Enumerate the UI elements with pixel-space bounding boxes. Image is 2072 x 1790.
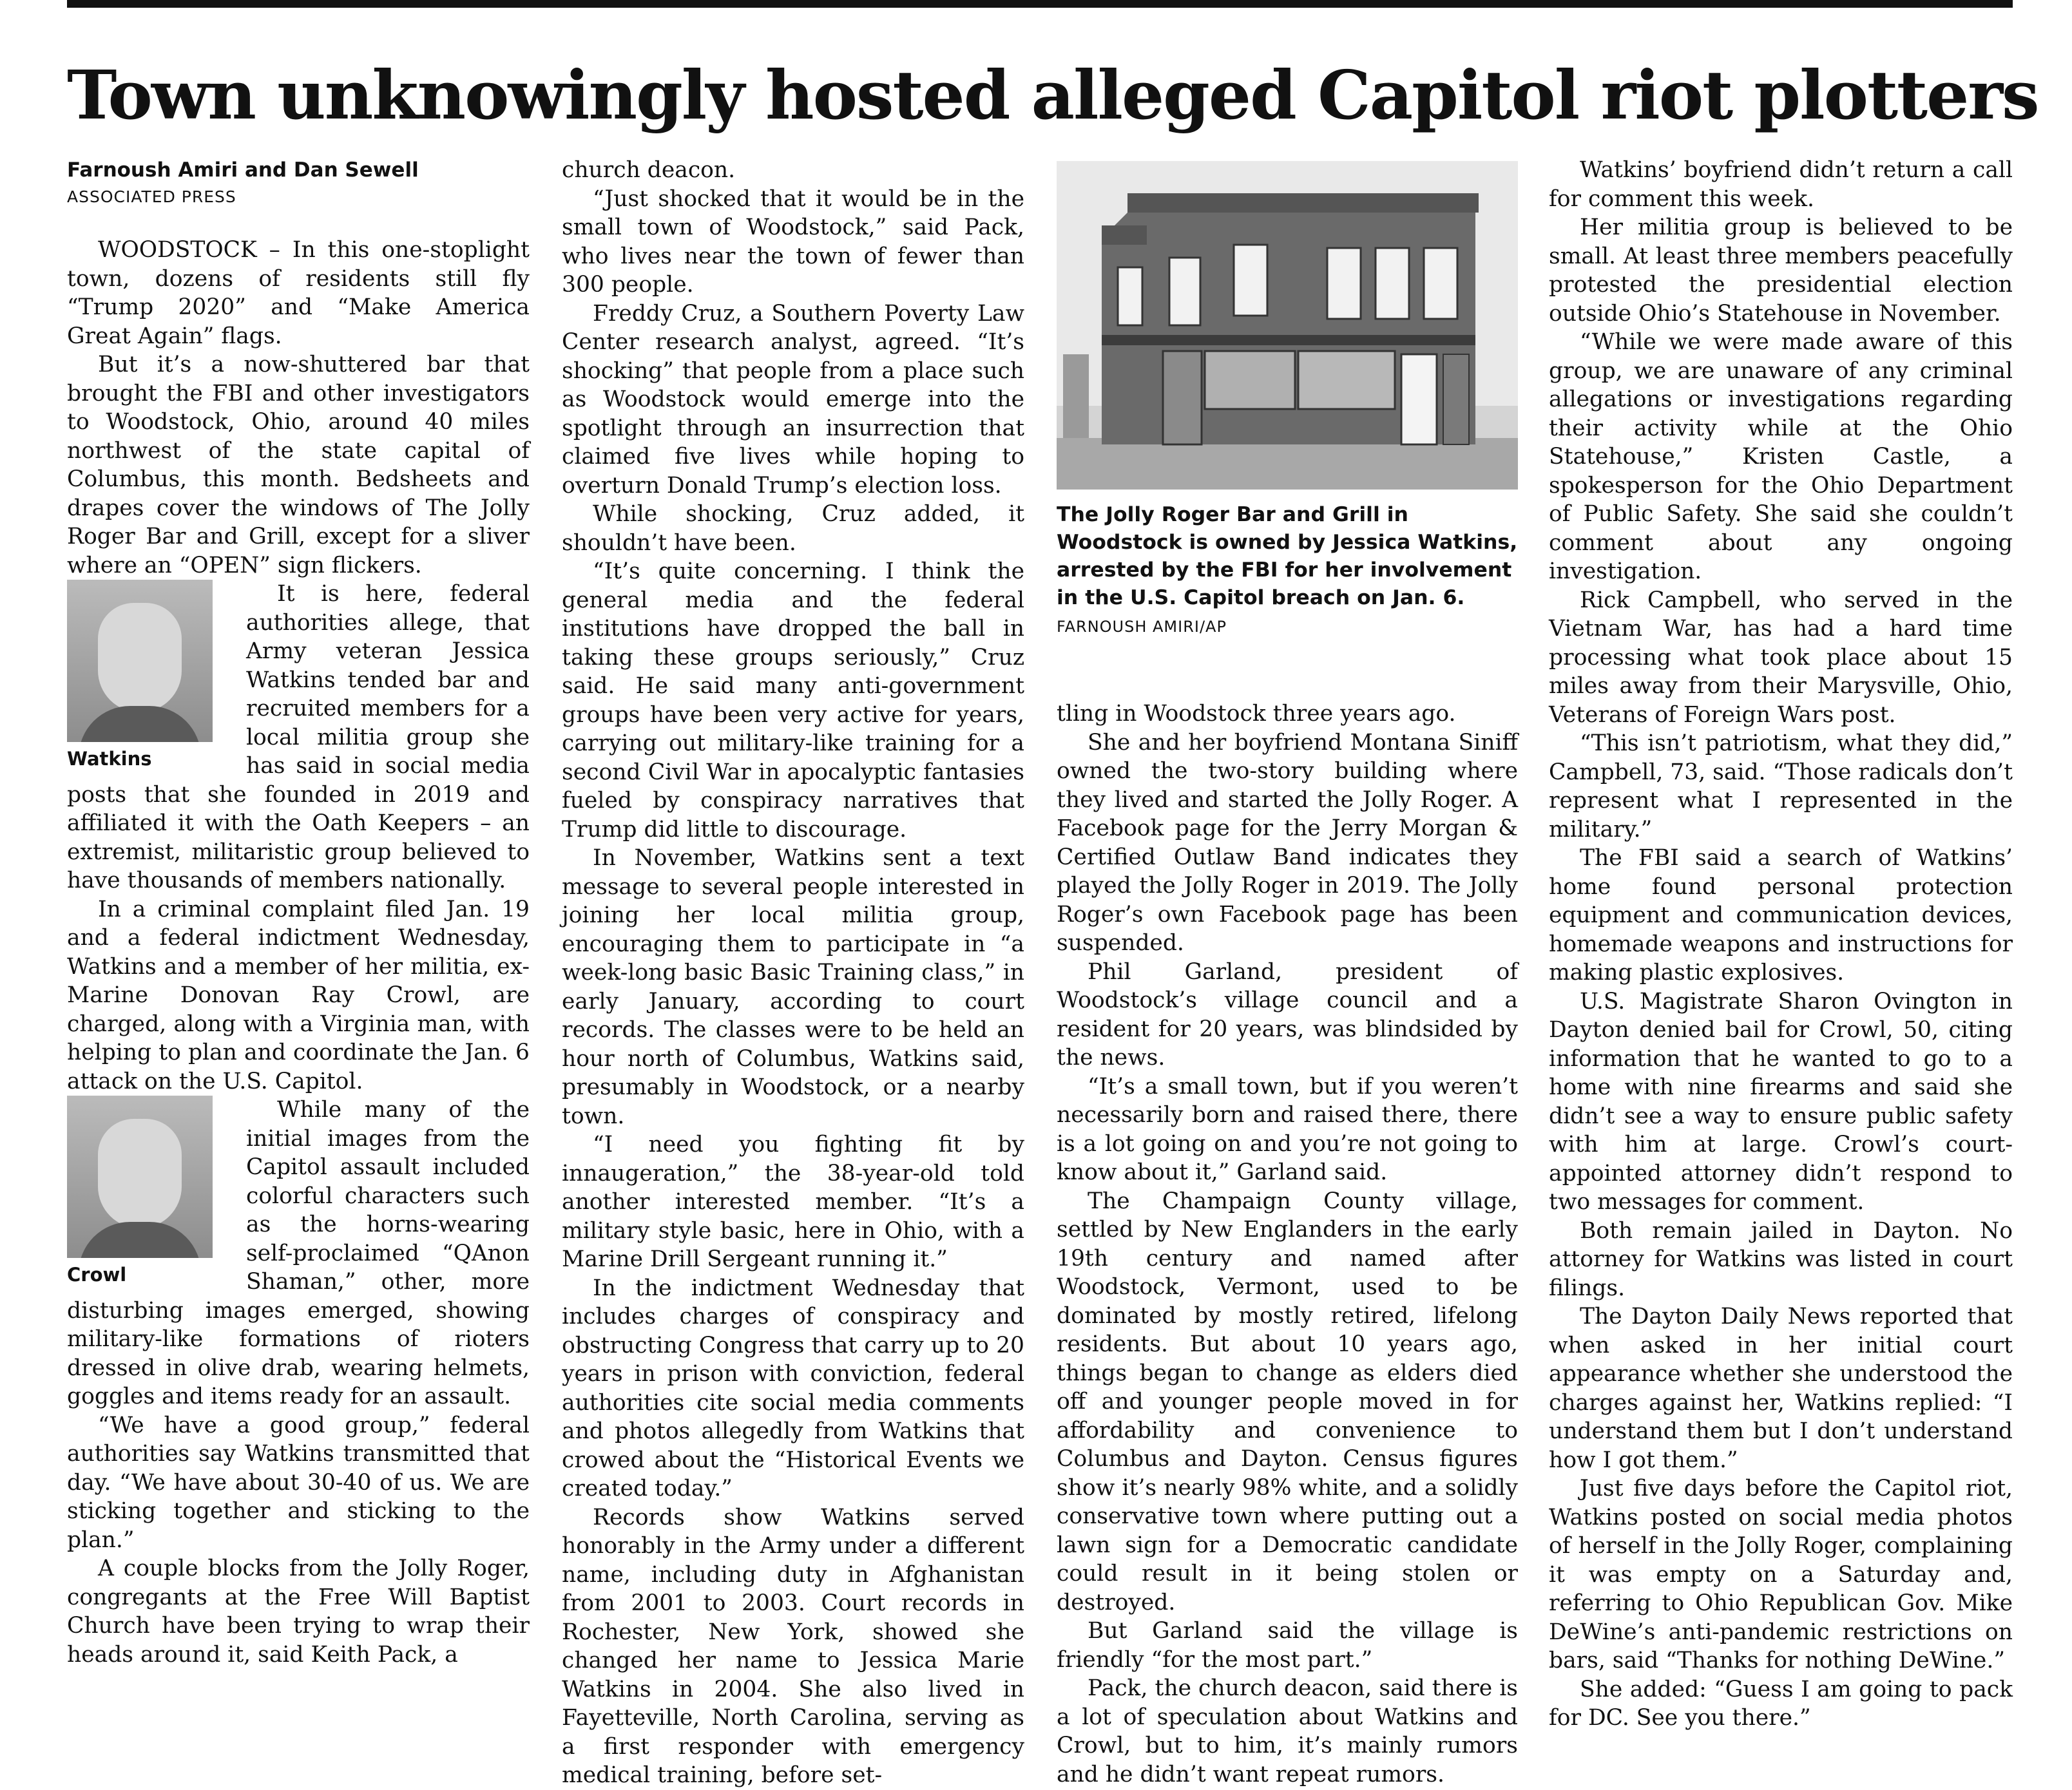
paragraph: “It’s a small town, but if you weren’t necessarily born and raised there, there is a lot going on and you’re not going to know about it,” Garland said. — [1057, 1073, 1518, 1185]
paragraph: Watkins’ boyfriend didn’t return a call for comment this week. — [1549, 157, 2013, 212]
paragraph: “This isn’t patriotism, what they did,” Campbell, 73, said. “Those radicals don’t represent what I represented in the military.” — [1549, 730, 2013, 843]
paragraph: She added: “Guess I am going to pack for DC. See you there.” — [1549, 1676, 2013, 1731]
paragraph: Both remain jailed in Dayton. No attorney for Watkins was listed in court filings. — [1549, 1217, 2013, 1301]
paragraph: WOODSTOCK – In this one-stoplight town, dozens of residents still fly “Trump 2020” and “Make America Great Again” flags. — [67, 237, 530, 349]
paragraph: While shocking, Cruz added, it shouldn’t have been. — [562, 501, 1024, 556]
paragraph: Just five days before the Capitol riot, Watkins posted on social media photos of herself in the Jolly Roger, complaining it was empty on a Saturday and, referring to Ohio Republican Gov. Mike DeWine’s anti-pandemic restrictions on bars, said “Thanks for nothing DeWine.” — [1549, 1476, 2013, 1673]
jolly-roger-photo — [1057, 161, 1518, 490]
mugshot-watkins — [67, 580, 232, 772]
paragraph: “While we were made aware of this group, we are unaware of any criminal allegations or investigations regarding their activity while at the Ohio Statehouse,” Kristen Castle, a spokesperson for the Ohio Department of Public Safety. She said she couldn’t comment about any ongoing investigation. — [1549, 329, 2013, 584]
watkins-photo — [67, 580, 213, 742]
paragraph: “We have a good group,” federal authorities say Watkins transmitted that day. “We have about 30-40 of us. We are sticking together and sticking to the plan.” — [67, 1412, 530, 1553]
mugshot-caption: Crowl — [67, 1264, 127, 1286]
paragraph: In the indictment Wednesday that includes charges of conspiracy and obstructing Congress that carry up to 20 years in prison with conviction, federal authorities cite social media comments and photos allegedly from Watkins that crowed about the “Historical Events we created today.” — [562, 1275, 1024, 1501]
paragraph: U.S. Magistrate Sharon Ovington in Dayton denied bail for Crowl, 50, citing information that he wanted to go to a home with nine firearms and said she didn’t see a way to ensure public safety with him at large. Crowl’s court-appointed attorney didn’t respond to two messages for comment. — [1549, 988, 2013, 1215]
column-3 — [1057, 700, 1518, 1789]
paragraph: Freddy Cruz, a Southern Poverty Law Center research analyst, agreed. “It’s shocking” that people from a place such as Woodstock would emerge into the spotlight through an insurrection that claimed five lives while hoping to overturn Donald Trump’s election loss. — [562, 300, 1024, 499]
paragraph: But Garland said the village is friendly “for the most part.” — [1057, 1618, 1518, 1673]
paragraph: The Champaign County village, settled by New Englanders in the early 19th century and named after Woodstock, Vermont, used to be dominated by mostly retired, lifelong residents. But about 10 years ago, things began to change as elders died off and younger people moved in for affordability and convenience to Columbus and Dayton. Census figures show it’s nearly 98% white, and a solidly conservative town where putting out a lawn sign for a Democratic candidate could result in it being stolen or destroyed. — [1057, 1188, 1518, 1615]
column-1 — [67, 156, 530, 1669]
top-rule — [67, 0, 2013, 8]
photo-caption — [1057, 501, 1518, 641]
paragraph: Rick Campbell, who served in the Vietnam War, has had a hard time processing what took place about 15 miles away from their Marysville, Ohio, Veterans of Foreign Wars post. — [1549, 587, 2013, 728]
paragraph: church deacon. — [562, 157, 736, 183]
agency: ASSOCIATED PRESS — [67, 187, 236, 206]
paragraph: Records show Watkins served honorably in the Army under a different name, including duty in Afghanistan from 2001 to 2003. Court records in Rochester, New York, showed she changed her name to Jessica Marie Watkins in 2004. She also lived in Fayetteville, North Carolina, serving as a first responder with emergency medical training, before set- — [562, 1504, 1024, 1788]
paragraph: Her militia group is believed to be small. At least three members peacefully protested the presidential election outside Ohio’s Statehouse in November. — [1549, 214, 2013, 327]
mugshot-caption: Watkins — [67, 748, 152, 770]
paragraph: Pack, the church deacon, said there is a lot of speculation about Watkins and Crowl, but to him, it’s mainly rumors and he didn’t want repeat rumors. — [1057, 1675, 1518, 1787]
headline: Town unknowingly hosted alleged Capitol riot plotters — [67, 55, 2038, 135]
byline: Farnoush Amiri and Dan Sewell — [67, 158, 419, 182]
paragraph: The FBI said a search of Watkins’ home found personal protection equipment and communication devices, homemade weapons and instructions for making plastic explosives. — [1549, 845, 2013, 985]
mugshot-crowl — [67, 1096, 232, 1288]
paragraph: “Just shocked that it would be in the small town of Woodstock,” said Pack, who lives near the town of fewer than 300 people. — [562, 186, 1024, 298]
photo-credit: FARNOUSH AMIRI/AP — [1057, 618, 1227, 636]
caption-text: The Jolly Roger Bar and Grill in Woodstock is owned by Jessica Watkins, arrested by the FBI for her involvement in the U.S. Capitol breach on Jan. 6. — [1057, 503, 1518, 609]
paragraph: While many of the initial images from the Capitol assault included colorful characters such as the horns-wearing self-proclaimed “QAnon Shaman,” other, more disturbing images emerged, showing military-like formations of rioters dressed in olive drab, wearing helmets, goggles and items ready for an assault. — [67, 1097, 530, 1409]
paragraph: A couple blocks from the Jolly Roger, congregants at the Free Will Baptist Church have been trying to wrap their heads around it, said Keith Pack, a — [67, 1556, 530, 1668]
paragraph: The Dayton Daily News reported that when asked in her initial court appearance whether she understood the charges against her, Watkins replied: “I understand them but I don’t understand how I got them.” — [1549, 1304, 2013, 1473]
column-2 — [562, 156, 1024, 1790]
paragraph: tling in Woodstock three years ago. — [1057, 701, 1456, 727]
paragraph: It is here, federal authorities allege, that Army veteran Jessica Watkins tended bar and recruited members for a local militia group she has said in social media posts that she founded in 2019 and affiliated it with the Oath Keepers – an extremist, militaristic group believed to have thousands of members nationally. — [67, 581, 530, 893]
paragraph: “It’s quite concerning. I think the general media and the federal institutions have dropped the ball in taking these groups seriously,” Cruz said. He said many anti-government groups have been very active for years, carrying out military-like training for a second Civil War in apocalyptic fantasies fueled by conspiracy narratives that Trump did little to discourage. — [562, 558, 1024, 843]
paragraph: But it’s a now-shuttered bar that brought the FBI and other investigators to Woodstock, Ohio, around 40 miles northwest of the state capital of Columbus, this month. Bedsheets and drapes cover the windows of The Jolly Roger Bar and Grill, except for a sliver where an “OPEN” sign flickers. — [67, 352, 530, 578]
paragraph: In a criminal complaint filed Jan. 19 and a federal indictment Wednesday, Watkins and a member of her militia, ex-Marine Donovan Ray Crowl, are charged, along with a Virginia man, with helping to plan and coordinate the Jan. 6 attack on the U.S. Capitol. — [67, 896, 530, 1094]
paragraph: She and her boyfriend Montana Siniff owned the two-story building where they lived and started the Jolly Roger. A Facebook page for the Jerry Morgan & Certified Outlaw Band indicates they played the Jolly Roger in 2019. The Jolly Roger’s own Facebook page has been suspended. — [1057, 729, 1518, 956]
column-4 — [1549, 156, 2013, 1733]
crowl-photo — [67, 1096, 213, 1258]
paragraph: In November, Watkins sent a text message to several people interested in joining her local militia group, encouraging them to participate in “a week-long basic Basic Training class,” in early January, according to court records. The classes were to be held an hour north of Columbus, Watkins said, presumably in Woodstock, or a nearby town. — [562, 845, 1024, 1129]
paragraph: Phil Garland, president of Woodstock’s village council and a resident for 20 years, was blindsided by the news. — [1057, 958, 1518, 1071]
paragraph: “I need you fighting fit by innaugeration,” the 38-year-old told another interested member. “It’s a military style basic, here in Ohio, with a Marine Drill Sergeant running it.” — [562, 1132, 1024, 1272]
